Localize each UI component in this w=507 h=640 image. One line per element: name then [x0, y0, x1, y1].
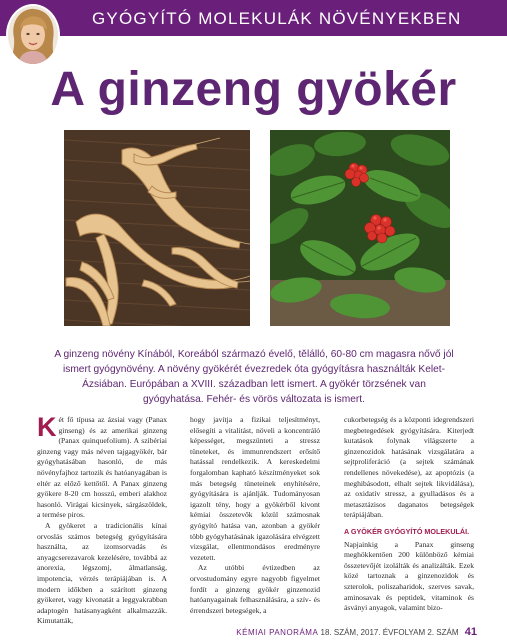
article-title: A ginzeng gyökér [50, 63, 457, 116]
photo-caption: A ginzeng növény Kínából, Koreából származó évelő, tělálló, 60-80 cm magasra nővő jól ismert gyógynövény. A növény gyökérét évezredek óta gyógyításra használták Kelet-Ázsiában. Európában a XVIII. században lett ismert. A gyökér törzsének van gyógyhatása. Fehér- és vörös változata is ismert. [54, 349, 454, 405]
paragraph: ét fő típusa az ázsiai vagy (Panax ginseng) és az amerikai ginzeng (Panax quinquefolium). A szibériai ginzeng vagy más néven tajgagyökér, bár gyógyhatásában hasonló, de más növényfajhoz tartozik és hatóanyagában is eltér az előző kettőtől. A Panax ginzeng gyökere 8-20 cm hosszú, emberi alakhoz hasonló. Virágai kicsinyek, sárgászöldek, a termése piros. [37, 415, 167, 520]
section-subheading: A GYÖKÉR GYÓGYÍTÓ MOLEKULÁI. [344, 526, 470, 536]
page-number: 41 [464, 626, 477, 638]
article-column-3 [344, 415, 474, 614]
paragraph: A gyökeret a tradicionális kínai orvoslás számos betegség gyógyítására használta, az izomsorvadás és anyagcserezavarok kezelésére, továbbá az anorexia, légszomj, álmatlanság, impotencia, vérzés terápiájában is. A modern időkben a szárított ginzeng gyökeret, vagy kivonatát a leggyakrabban adaptogén hatásanyagként alkalmazzák. Kimutatták, [37, 520, 167, 626]
paragraph: cukorbetegség és a központi idegrendszeri megbetegedések gyógyítására. Kiterjedt kutatások folynak világszerte a ginzenozidok hatásának vizsgálatára a sejtproliferáció (a sejtek számának rendellenes növekedése), az apoptózis (a meghibásodott, elhalt sejtek likvidálása), az oxidatív stressz, a gyulladásos és a metasztázisos daganatos betegségek terápiájában. [344, 415, 474, 520]
drop-cap: K [37, 412, 57, 442]
section-title: GYÓGYÍTÓ MOLEKULÁK NÖVÉNYEKBEN [92, 9, 462, 28]
author-avatar [6, 4, 60, 66]
header-bar [0, 0, 507, 36]
ginseng-plant-photo [270, 130, 450, 326]
magazine-name: KÉMIAI PANORÁMA [236, 628, 319, 637]
article-column-1 [37, 412, 167, 627]
paragraph: Az utóbbi évtizedben az orvostudomány egyre nagyobb figyelmet fordít a ginzeng gyökér ginzenozid hatóanyagainak felhasználására, a szív- és érrendszeri betegségek, a [190, 563, 320, 615]
article-column-2 [190, 415, 320, 616]
page-footer [236, 626, 477, 638]
paragraph: hogy javítja a fizikai teljesítményt, elősegíti a vitalitást, növeli a koncentráló képességet, megszünteti a stressz tüneteket, és immunrendszert erősítő hatással rendelkezik. A kereskedelmi forgalomban kapható készítményeket sok más betegség tüneteinek enyhítésére, gyógyítására is ajánlják. Tudományosan igazolt tény, hogy a gyökérből kivont kémiai összetevők közül számosnak gyógyító hatása van, azonban a gyökér több gyógyhatásának igazolására elvégzett vizsgálat, ellentmondásos eredményre vezetett. [190, 415, 320, 562]
ginseng-root-photo [64, 130, 250, 326]
paragraph: Napjainkig a Panax ginseng meghökkentően 200 különböző kémiai összetevőjét izolálták és analizálták. Ezek közé tartoznak a ginzenozidok és szterolok, poliszaharidok, szerves savak, aminosavak és peptidek, vitaminok és ásványi anyagok, valamint bizo- [344, 539, 474, 613]
issue-info: 18. SZÁM, 2017. ÉVFOLYAM 2. SZÁM [320, 628, 459, 637]
